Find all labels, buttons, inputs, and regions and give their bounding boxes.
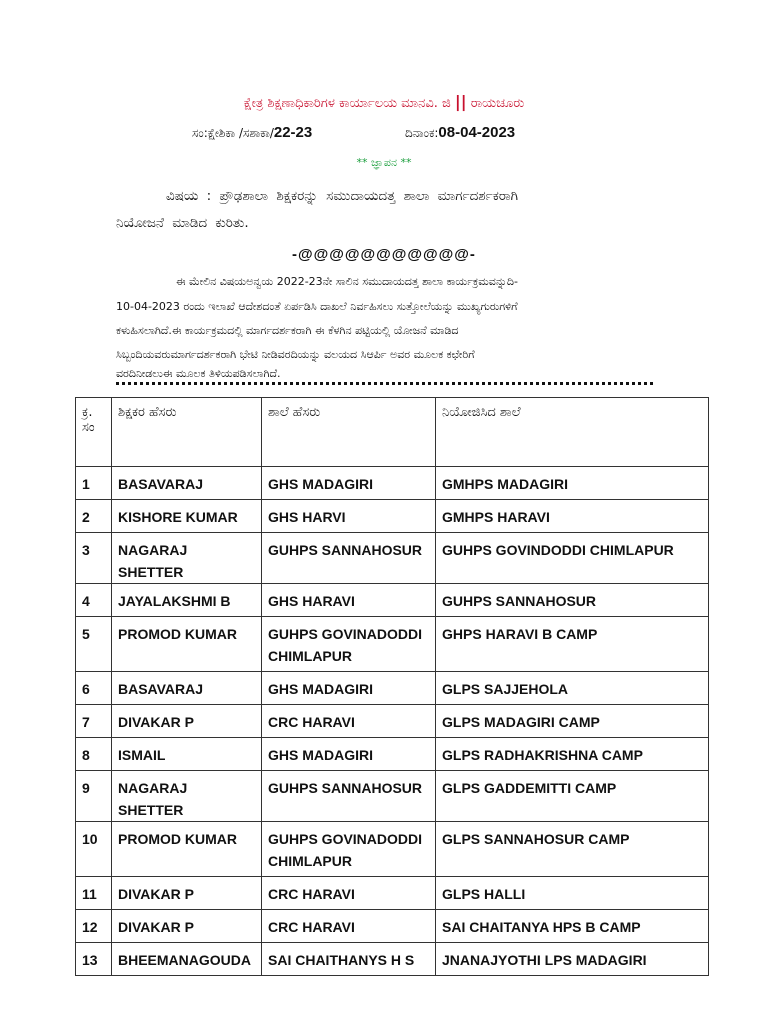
reference-label: ಸಂ:ಕ್ಷೇಶಿಕಾ /ಸಶಾಕಾ/ [192, 126, 274, 140]
cell-assigned-school: GLPS MADAGIRI CAMP [436, 705, 709, 738]
table-header-row [76, 398, 709, 467]
cell-serial: 11 [76, 877, 112, 910]
reference-value: 22-23 [273, 124, 313, 141]
table-row [76, 467, 709, 500]
cell-teacher: PROMOD KUMAR [112, 822, 262, 877]
cell-assigned-school: GMHPS MADAGIRI [436, 467, 709, 500]
cell-school: CRC HARAVI [262, 910, 436, 943]
subject-line-1: ವಿಷಯ : ಪ್ರೌಢಶಾಲಾ ಶಿಕ್ಷಕರನ್ನು ಸಮುದಾಯದತ್ತ ಶಾಲಾ ಮಾರ್ಗದರ್ಶಕರಾಗಿ [166, 188, 519, 204]
cell-assigned-school: GLPS SANNAHOSUR CAMP [436, 822, 709, 877]
notice-heading: ** ಜ್ಞಾಪನ ** [356, 156, 412, 169]
cell-school: GUHPS SANNAHOSUR [262, 771, 436, 822]
cell-assigned-school: GMHPS HARAVI [436, 500, 709, 533]
cell-school: GUHPS SANNAHOSUR [262, 533, 436, 584]
subject-line-2: ನಿಯೋಜನೆ ಮಾಡಿದ ಕುರಿತು. [116, 215, 249, 231]
table-row [76, 822, 709, 877]
cell-teacher: DIVAKAR P [112, 910, 262, 943]
table-row [76, 617, 709, 672]
district-name: ರಾಯಚೂರು [470, 96, 525, 111]
cell-school: CRC HARAVI [262, 877, 436, 910]
header-assigned-school: ನಿಯೋಜಿಸಿದ ಶಾಲೆ [436, 398, 709, 467]
table-row [76, 910, 709, 943]
date-label: ದಿನಾಂಕ: [405, 126, 439, 140]
cell-teacher: NAGARAJ SHETTER [112, 533, 262, 584]
table-row [76, 771, 709, 822]
reference-number [192, 124, 312, 141]
cell-serial: 5 [76, 617, 112, 672]
cell-school: GHS HARAVI [262, 584, 436, 617]
cell-teacher: BASAVARAJ [112, 672, 262, 705]
cell-serial: 4 [76, 584, 112, 617]
table-row [76, 533, 709, 584]
cell-teacher: PROMOD KUMAR [112, 617, 262, 672]
cell-assigned-school: SAI CHAITANYA HPS B CAMP [436, 910, 709, 943]
separator-line: -@@@@@@@@@@@- [292, 246, 476, 263]
body-line-5: ವರದಿನೀಡಲುಈ ಮೂಲಕ ತಿಳಿಯಪಡಿಸಲಾಗಿದೆ. [116, 367, 281, 380]
cell-teacher: DIVAKAR P [112, 877, 262, 910]
date-value: 08-04-2023 [438, 124, 516, 141]
cell-serial: 12 [76, 910, 112, 943]
table-row [76, 877, 709, 910]
cell-teacher: BHEEMANAGOUDA [112, 943, 262, 976]
body-line-3: ಕಳುಹಿಸಲಾಗಿದೆ.ಈ ಕಾರ್ಯಕ್ರಮದಲ್ಲಿ ಮಾರ್ಗದರ್ಶಕರಾಗಿ ಈ ಕೆಳಗಿನ ಪಟ್ಟಿಯಲ್ಲಿ ಯೋಜನೆ ಮಾಡಿದ [116, 324, 459, 337]
header-school-name: ಶಾಲೆ ಹೆಸರು [262, 398, 436, 467]
cell-serial: 9 [76, 771, 112, 822]
cell-serial: 7 [76, 705, 112, 738]
cell-assigned-school: GHPS HARAVI B CAMP [436, 617, 709, 672]
cell-assigned-school: GUHPS GOVINDODDI CHIMLAPUR [436, 533, 709, 584]
cell-school: GHS HARVI [262, 500, 436, 533]
office-title [0, 92, 768, 111]
table-row [76, 584, 709, 617]
table-row [76, 738, 709, 771]
cell-assigned-school: GLPS HALLI [436, 877, 709, 910]
cell-serial: 6 [76, 672, 112, 705]
cell-serial: 13 [76, 943, 112, 976]
cell-teacher: NAGARAJ SHETTER [112, 771, 262, 822]
cell-school: SAI CHAITHANYS H S [262, 943, 436, 976]
cell-teacher: ISMAIL [112, 738, 262, 771]
cell-teacher: JAYALAKSHMI B [112, 584, 262, 617]
cell-teacher: BASAVARAJ [112, 467, 262, 500]
cell-school: GUHPS GOVINADODDI CHIMLAPUR [262, 822, 436, 877]
cell-serial: 3 [76, 533, 112, 584]
cell-assigned-school: GLPS GADDEMITTI CAMP [436, 771, 709, 822]
cell-school: GHS MADAGIRI [262, 738, 436, 771]
separator-bars: || [454, 92, 467, 111]
table-row [76, 672, 709, 705]
body-line-2: 10-04-2023 ರಂದು ಇಲಾಖೆ ಆದೇಶದಂತೆ ಏರ್ಪಡಿಸಿ ದಾಖಲೆ ನಿರ್ವಹಿಸಲು ಸುತ್ತೋಲೆಯನ್ನು ಮುಖ್ಯಗುರುಗಳಿಗೆ [116, 300, 518, 313]
cell-serial: 8 [76, 738, 112, 771]
cell-assigned-school: GLPS SAJJEHOLA [436, 672, 709, 705]
dotted-divider [116, 382, 653, 385]
table-row [76, 500, 709, 533]
document-date [405, 124, 515, 141]
office-name: ಕ್ಷೇತ್ರ ಶಿಕ್ಷಣಾಧಿಕಾರಿಗಳ ಕಾರ್ಯಾಲಯ ಮಾನವಿ. ಜಿ [243, 96, 451, 111]
cell-school: CRC HARAVI [262, 705, 436, 738]
cell-school: GHS MADAGIRI [262, 467, 436, 500]
assignment-table [75, 397, 709, 976]
body-line-4: ಸಿಬ್ಬಂದಿಯವರುಮಾರ್ಗದರ್ಶಕರಾಗಿ ಭೇಟಿ ನೀಡಿವರದಿಯನ್ನು ವಲಯದ ಸಿಆರ್ಪಿ ಅವರ ಮೂಲಕ ಕಛೇರಿಗೆ [116, 348, 475, 361]
cell-school: GUHPS GOVINADODDI CHIMLAPUR [262, 617, 436, 672]
cell-serial: 1 [76, 467, 112, 500]
cell-teacher: KISHORE KUMAR [112, 500, 262, 533]
cell-school: GHS MADAGIRI [262, 672, 436, 705]
cell-assigned-school: GLPS RADHAKRISHNA CAMP [436, 738, 709, 771]
header-serial-number: ಕ್ರ. ಸಂ [76, 398, 112, 467]
table-row [76, 705, 709, 738]
body-line-1: ಈ ಮೇಲಿನ ವಿಷಯಅನ್ವಯ 2022-23ನೇ ಸಾಲಿನ ಸಮುದಾಯದತ್ತ ಶಾಲಾ ಕಾರ್ಯಕ್ರಮವನ್ನುದಿ- [176, 275, 519, 288]
cell-assigned-school: JNANAJYOTHI LPS MADAGIRI [436, 943, 709, 976]
cell-teacher: DIVAKAR P [112, 705, 262, 738]
cell-serial: 2 [76, 500, 112, 533]
cell-serial: 10 [76, 822, 112, 877]
cell-assigned-school: GUHPS SANNAHOSUR [436, 584, 709, 617]
header-teacher-name: ಶಿಕ್ಷಕರ ಹೆಸರು [112, 398, 262, 467]
table-row [76, 943, 709, 976]
